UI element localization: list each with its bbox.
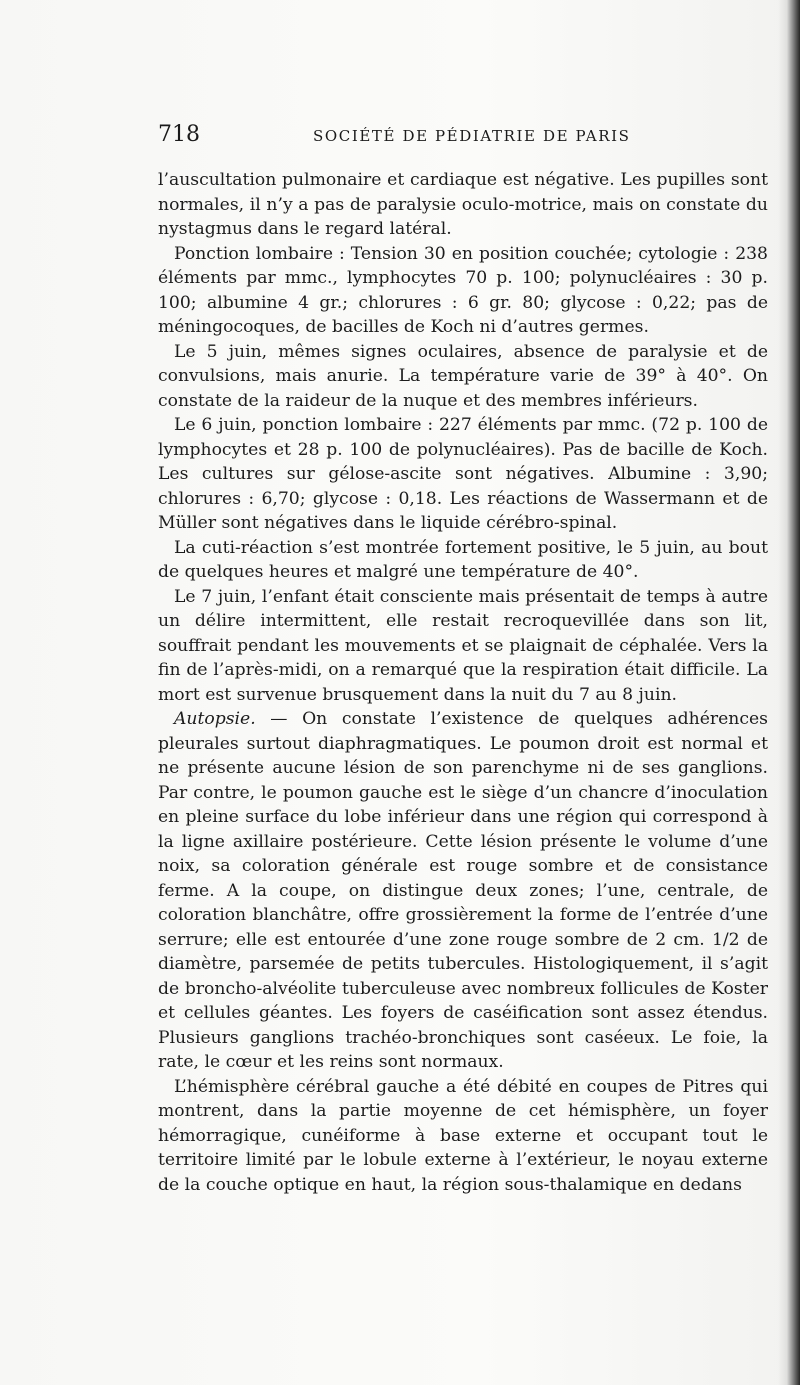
paragraph-hemisphere: L’hémisphère cérébral gauche a été débité en coupes de Pitres qui montrent, dans la partie moyenne de cet hémisphère, un foyer hémorragique, cunéiforme à base externe et occupant tout le territoire limité par le lobule externe à l’extérieur, le noyau externe de la couche optique en haut, la région sous-thalamique en dedans (158, 1076, 768, 1195)
autopsie-label: Autopsie. (174, 709, 256, 729)
paragraph-cuti-reaction: La cuti-réaction s’est montrée fortement positive, le 5 juin, au bout de quelques heures et malgré une température de 40°. (158, 537, 768, 582)
paragraph-auscultation: l’auscultation pulmonaire et cardiaque est négative. Les pupilles sont normales, il n’y a pas de paralysie oculo-motrice, mais on constate du nystagmus dans le regard latéral. (158, 170, 768, 239)
page-header (158, 122, 768, 152)
paragraph-ponction-lombaire: Ponction lombaire : Tension 30 en position couchée; cytologie : 238 éléments par mmc., lymphocytes 70 p. 100; polynucléaires : 30 p. 100; albumine 4 gr.; chlorures : 6 gr. 80; glycose : 0,22; pas de méningocoques, de bacilles de Koch ni d’autres germes. (158, 243, 768, 337)
page-number: 718 (158, 122, 200, 147)
paragraph-autopsie (158, 707, 768, 1075)
running-title: SOCIÉTÉ DE PÉDIATRIE DE PARIS (313, 127, 631, 145)
paragraph-5-juin: Le 5 juin, mêmes signes oculaires, absence de paralysie et de convulsions, mais anurie. La température varie de 39° à 40°. On constate de la raideur de la nuque et des membres inférieurs. (158, 341, 768, 411)
paragraph-6-juin: Le 6 juin, ponction lombaire : 227 éléments par mmc. (72 p. 100 de lymphocytes et 28 p. 100 de polynucléaires). Pas de bacille de Koch. Les cultures sur gélose-ascite sont négatives. Albumine : 3,90; chlorures : 6,70; glycose : 0,18. Les réactions de Wassermann et de Müller sont négatives dans le liquide cérébro-spinal. (158, 415, 768, 533)
body-text (158, 168, 768, 1197)
autopsie-text: — On constate l’existence de quelques adhérences pleurales surtout diaphragmatiques. Le poumon droit est normal et ne présente aucune lésion de son parenchyme ni de ses ganglions. Par contre, le poumon gauche est le siège d’un chancre d’inoculation en pleine surface du lobe inférieur dans une région qui correspond à la ligne axillaire postérieure. Cette lésion présente le volume d’une noix, sa coloration générale est rouge sombre et de consistance ferme. A la coupe, on distingue deux zones; l’une, centrale, de coloration blanchâtre, offre grossièrement la forme de l’entrée d’une serrure; elle est entourée d’une zone rouge sombre de 2 cm. 1/2 de diamètre, parsemée de petits tubercules. Histologiquement, il s’agit de broncho-alvéolite tuberculeuse avec nombreux follicules de Koster et cellules géantes. Les foyers de caséification sont assez étendus. Plusieurs ganglions trachéo-bronchiques sont caséeux. Le foie, la rate, le cœur et les reins sont normaux. (158, 709, 768, 1072)
paragraph-7-juin: Le 7 juin, l’enfant était consciente mais présentait de temps à autre un délire intermittent, elle restait recroquevillée dans son lit, souffrait pendant les mouvements et se plaignait de céphalée. Vers la fin de l’après-midi, on a remarqué que la respiration était difficile. La mort est survenue brusquement dans la nuit du 7 au 8 juin. (158, 586, 768, 705)
page-edge-shadow (778, 0, 800, 1385)
